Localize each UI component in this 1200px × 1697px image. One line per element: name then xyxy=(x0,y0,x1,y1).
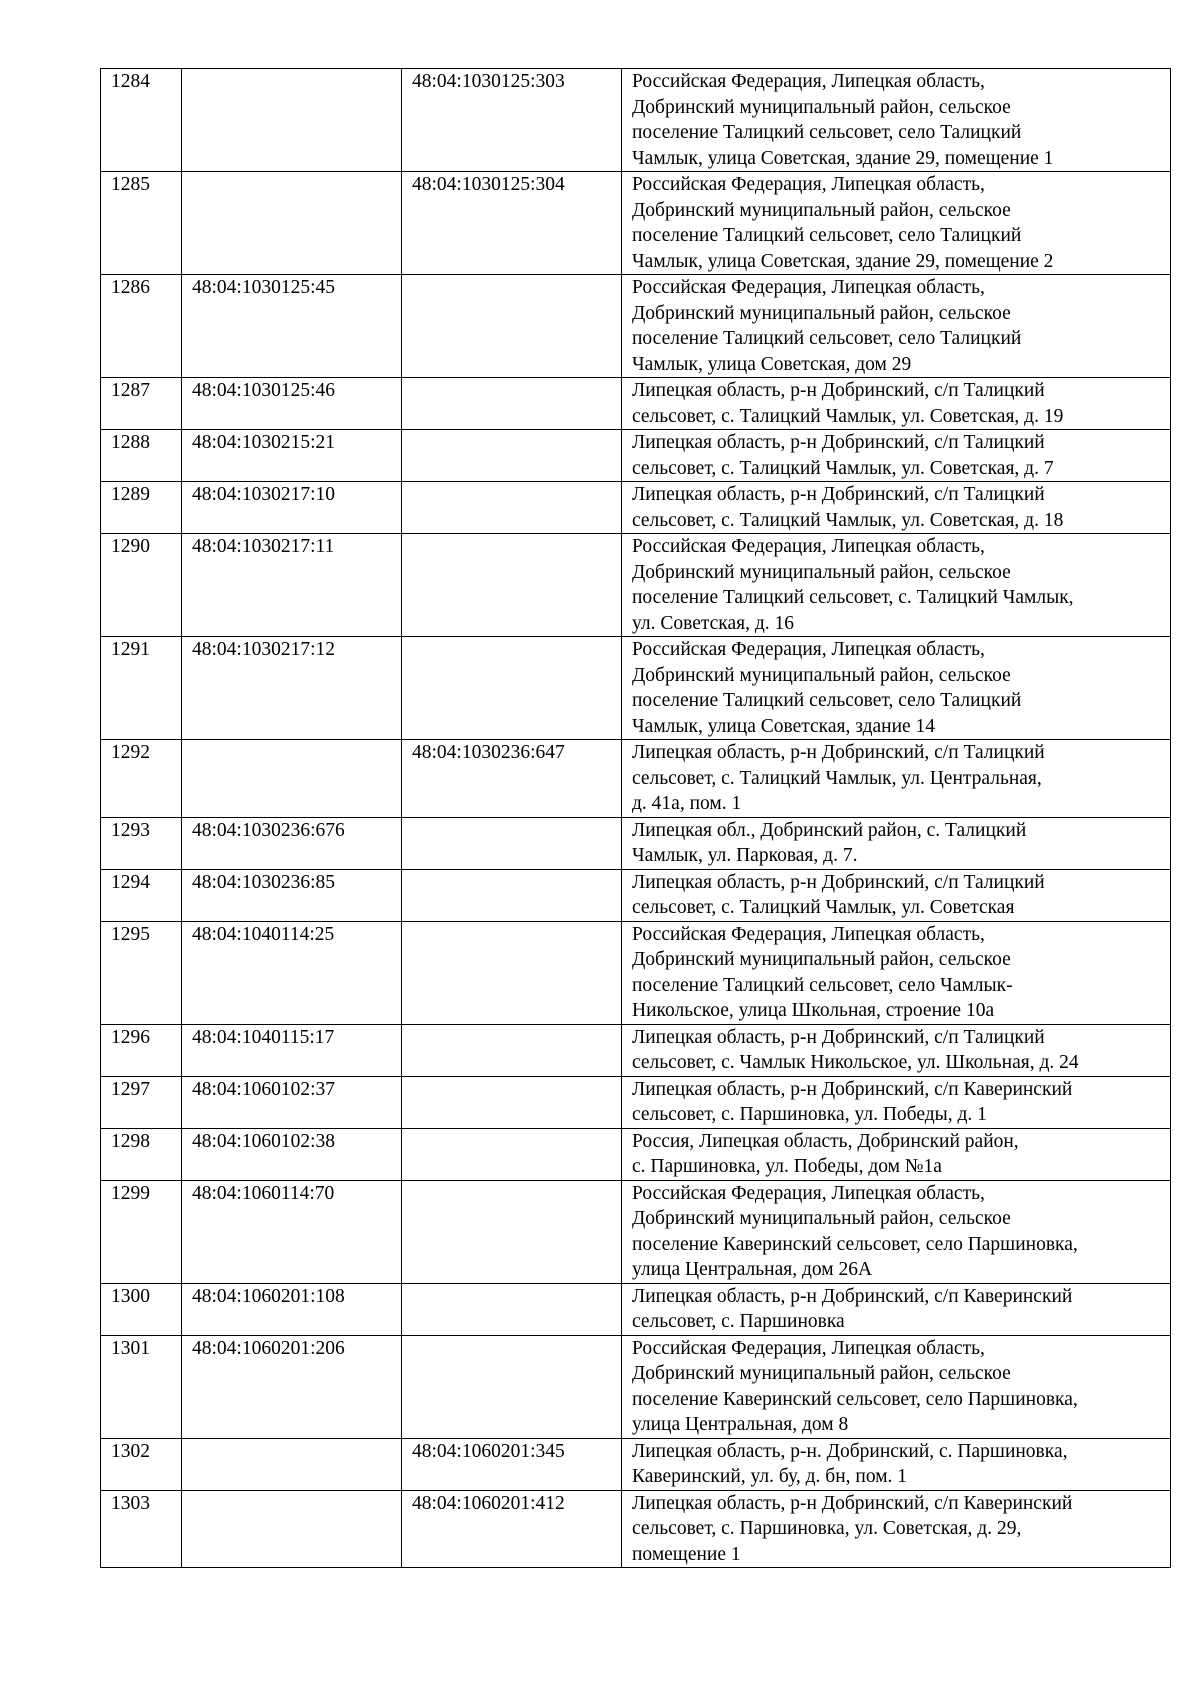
row-number-cell: 1298 xyxy=(101,1128,182,1180)
parcel-cadastral-number-cell: 48:04:1030217:10 xyxy=(182,482,402,534)
address-cell: Липецкая область, р-н Добринский, с/п Талицкий сельсовет, с. Талицкий Чамлык, ул. Советская, д. 19 xyxy=(622,378,1171,430)
address-cell: Российская Федерация, Липецкая область, Добринский муниципальный район, сельское поселение Каверинский сельсовет, село Паршиновка, улица Центральная, дом 26А xyxy=(622,1180,1171,1283)
object-cadastral-number-cell xyxy=(402,430,622,482)
table-row xyxy=(101,69,1171,172)
table-row xyxy=(101,637,1171,740)
object-cadastral-number-cell xyxy=(402,637,622,740)
row-number-cell: 1286 xyxy=(101,275,182,378)
registry-table xyxy=(100,68,1171,1568)
table-row xyxy=(101,1076,1171,1128)
object-cadastral-number-cell xyxy=(402,482,622,534)
row-number-cell: 1297 xyxy=(101,1076,182,1128)
object-cadastral-number-cell: 48:04:1030125:304 xyxy=(402,172,622,275)
row-number-cell: 1299 xyxy=(101,1180,182,1283)
table-row xyxy=(101,921,1171,1024)
table-row xyxy=(101,275,1171,378)
table-row xyxy=(101,1490,1171,1568)
object-cadastral-number-cell xyxy=(402,1335,622,1438)
address-cell: Российская Федерация, Липецкая область, Добринский муниципальный район, сельское поселение Талицкий сельсовет, село Талицкий Чамлык, улица Советская, дом 29 xyxy=(622,275,1171,378)
table-row xyxy=(101,1283,1171,1335)
address-cell: Липецкая область, р-н Добринский, с/п Каверинский сельсовет, с. Паршиновка, ул. Советская, д. 29, помещение 1 xyxy=(622,1490,1171,1568)
row-number-cell: 1289 xyxy=(101,482,182,534)
address-cell: Липецкая область, р-н Добринский, с/п Каверинский сельсовет, с. Паршиновка xyxy=(622,1283,1171,1335)
object-cadastral-number-cell xyxy=(402,817,622,869)
parcel-cadastral-number-cell: 48:04:1030215:21 xyxy=(182,430,402,482)
parcel-cadastral-number-cell: 48:04:1030217:12 xyxy=(182,637,402,740)
table-row xyxy=(101,430,1171,482)
parcel-cadastral-number-cell: 48:04:1060102:38 xyxy=(182,1128,402,1180)
row-number-cell: 1292 xyxy=(101,740,182,818)
object-cadastral-number-cell xyxy=(402,1283,622,1335)
object-cadastral-number-cell: 48:04:1060201:412 xyxy=(402,1490,622,1568)
table-row xyxy=(101,1180,1171,1283)
object-cadastral-number-cell: 48:04:1030236:647 xyxy=(402,740,622,818)
address-cell: Липецкая обл., Добринский район, с. Талицкий Чамлык, ул. Парковая, д. 7. xyxy=(622,817,1171,869)
address-cell: Российская Федерация, Липецкая область, Добринский муниципальный район, сельское поселение Талицкий сельсовет, село Талицкий Чамлык, улица Советская, здание 29, помещение 2 xyxy=(622,172,1171,275)
row-number-cell: 1287 xyxy=(101,378,182,430)
address-cell: Российская Федерация, Липецкая область, Добринский муниципальный район, сельское поселение Каверинский сельсовет, село Паршиновка, улица Центральная, дом 8 xyxy=(622,1335,1171,1438)
object-cadastral-number-cell xyxy=(402,921,622,1024)
address-cell: Российская Федерация, Липецкая область, Добринский муниципальный район, сельское поселение Талицкий сельсовет, село Талицкий Чамлык, улица Советская, здание 29, помещение 1 xyxy=(622,69,1171,172)
row-number-cell: 1295 xyxy=(101,921,182,1024)
row-number-cell: 1290 xyxy=(101,534,182,637)
address-cell: Россия, Липецкая область, Добринский район, с. Паршиновка, ул. Победы, дом №1а xyxy=(622,1128,1171,1180)
row-number-cell: 1300 xyxy=(101,1283,182,1335)
row-number-cell: 1288 xyxy=(101,430,182,482)
address-cell: Липецкая область, р-н Добринский, с/п Каверинский сельсовет, с. Паршиновка, ул. Победы, д. 1 xyxy=(622,1076,1171,1128)
object-cadastral-number-cell xyxy=(402,1128,622,1180)
object-cadastral-number-cell xyxy=(402,1180,622,1283)
table-row xyxy=(101,740,1171,818)
row-number-cell: 1285 xyxy=(101,172,182,275)
parcel-cadastral-number-cell xyxy=(182,1438,402,1490)
table-row xyxy=(101,1335,1171,1438)
row-number-cell: 1303 xyxy=(101,1490,182,1568)
row-number-cell: 1296 xyxy=(101,1024,182,1076)
parcel-cadastral-number-cell: 48:04:1030217:11 xyxy=(182,534,402,637)
address-cell: Липецкая область, р-н Добринский, с/п Талицкий сельсовет, с. Чамлык Никольское, ул. Школьная, д. 24 xyxy=(622,1024,1171,1076)
address-cell: Липецкая область, р-н Добринский, с/п Талицкий сельсовет, с. Талицкий Чамлык, ул. Советская, д. 7 xyxy=(622,430,1171,482)
address-cell: Российская Федерация, Липецкая область, Добринский муниципальный район, сельское поселение Талицкий сельсовет, село Чамлык- Никольское, улица Школьная, строение 10а xyxy=(622,921,1171,1024)
parcel-cadastral-number-cell xyxy=(182,740,402,818)
table-row xyxy=(101,172,1171,275)
row-number-cell: 1302 xyxy=(101,1438,182,1490)
parcel-cadastral-number-cell xyxy=(182,69,402,172)
object-cadastral-number-cell xyxy=(402,534,622,637)
parcel-cadastral-number-cell: 48:04:1040115:17 xyxy=(182,1024,402,1076)
document-page xyxy=(100,68,1170,1568)
parcel-cadastral-number-cell: 48:04:1030125:46 xyxy=(182,378,402,430)
row-number-cell: 1284 xyxy=(101,69,182,172)
table-row xyxy=(101,1438,1171,1490)
address-cell: Липецкая область, р-н Добринский, с/п Талицкий сельсовет, с. Талицкий Чамлык, ул. Центральная, д. 41а, пом. 1 xyxy=(622,740,1171,818)
row-number-cell: 1294 xyxy=(101,869,182,921)
parcel-cadastral-number-cell xyxy=(182,172,402,275)
object-cadastral-number-cell xyxy=(402,275,622,378)
row-number-cell: 1301 xyxy=(101,1335,182,1438)
address-cell: Липецкая область, р-н Добринский, с/п Талицкий сельсовет, с. Талицкий Чамлык, ул. Советская xyxy=(622,869,1171,921)
parcel-cadastral-number-cell: 48:04:1060201:206 xyxy=(182,1335,402,1438)
address-cell: Российская Федерация, Липецкая область, Добринский муниципальный район, сельское поселение Талицкий сельсовет, село Талицкий Чамлык, улица Советская, здание 14 xyxy=(622,637,1171,740)
table-row xyxy=(101,378,1171,430)
row-number-cell: 1291 xyxy=(101,637,182,740)
table-row xyxy=(101,1024,1171,1076)
object-cadastral-number-cell xyxy=(402,869,622,921)
object-cadastral-number-cell xyxy=(402,1024,622,1076)
table-row xyxy=(101,869,1171,921)
object-cadastral-number-cell xyxy=(402,378,622,430)
parcel-cadastral-number-cell: 48:04:1060102:37 xyxy=(182,1076,402,1128)
table-row xyxy=(101,1128,1171,1180)
parcel-cadastral-number-cell: 48:04:1060201:108 xyxy=(182,1283,402,1335)
parcel-cadastral-number-cell: 48:04:1060114:70 xyxy=(182,1180,402,1283)
table-row xyxy=(101,817,1171,869)
table-row xyxy=(101,482,1171,534)
address-cell: Липецкая область, р-н Добринский, с/п Талицкий сельсовет, с. Талицкий Чамлык, ул. Советская, д. 18 xyxy=(622,482,1171,534)
object-cadastral-number-cell: 48:04:1060201:345 xyxy=(402,1438,622,1490)
address-cell: Липецкая область, р-н. Добринский, с. Паршиновка, Каверинский, ул. бу, д. бн, пом. 1 xyxy=(622,1438,1171,1490)
object-cadastral-number-cell: 48:04:1030125:303 xyxy=(402,69,622,172)
parcel-cadastral-number-cell: 48:04:1030236:676 xyxy=(182,817,402,869)
table-row xyxy=(101,534,1171,637)
registry-table-body xyxy=(101,69,1171,1568)
row-number-cell: 1293 xyxy=(101,817,182,869)
parcel-cadastral-number-cell xyxy=(182,1490,402,1568)
address-cell: Российская Федерация, Липецкая область, Добринский муниципальный район, сельское поселение Талицкий сельсовет, с. Талицкий Чамлык, ул. Советская, д. 16 xyxy=(622,534,1171,637)
parcel-cadastral-number-cell: 48:04:1040114:25 xyxy=(182,921,402,1024)
parcel-cadastral-number-cell: 48:04:1030236:85 xyxy=(182,869,402,921)
object-cadastral-number-cell xyxy=(402,1076,622,1128)
parcel-cadastral-number-cell: 48:04:1030125:45 xyxy=(182,275,402,378)
